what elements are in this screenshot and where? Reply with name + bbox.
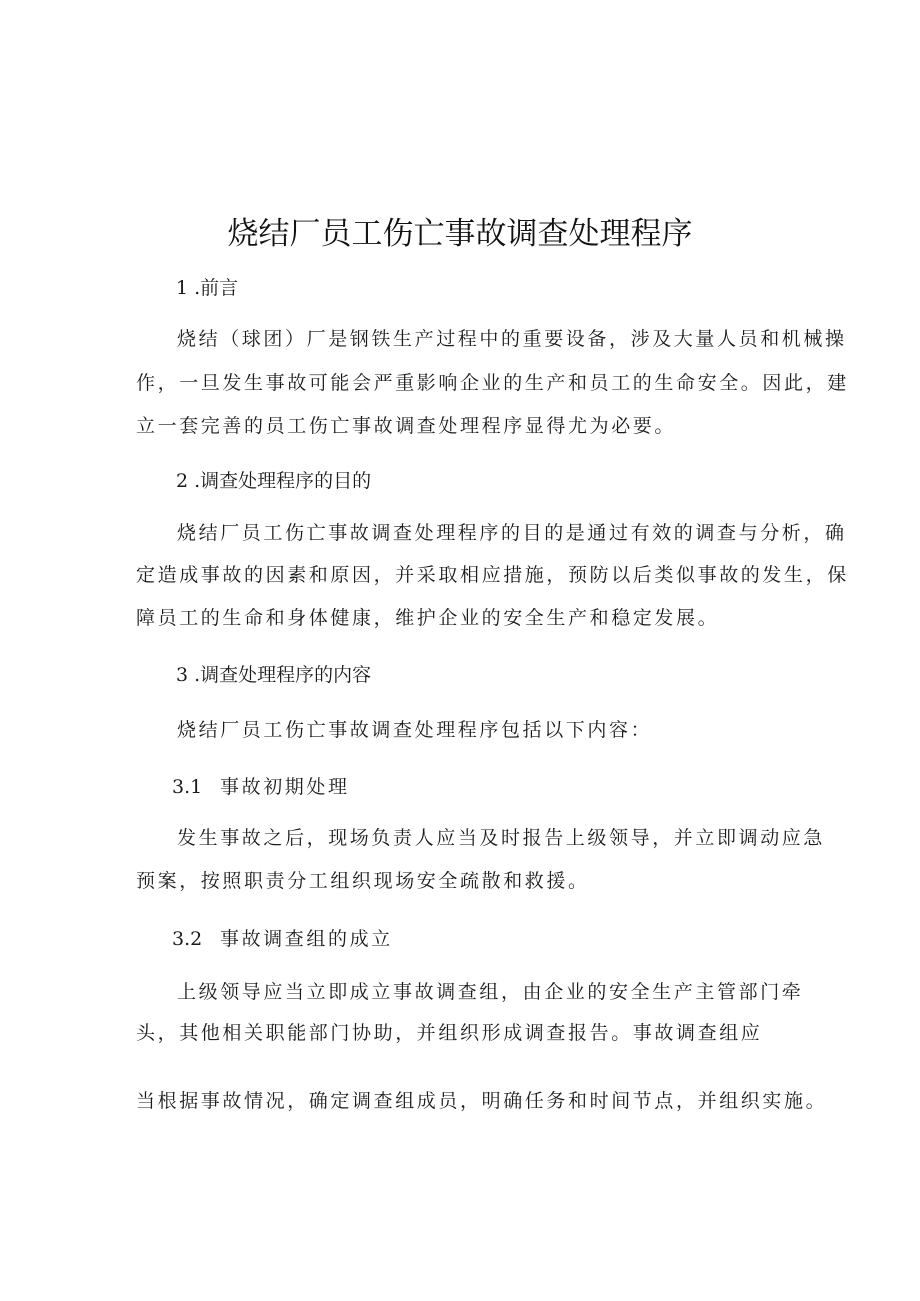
paragraph-line: 障员工的生命和身体健康，维护企业的安全生产和稳定发展。 bbox=[136, 607, 720, 629]
paragraph-line: 作，一旦发生事故可能会严重影响企业的生产和员工的生命安全。因此，建 bbox=[136, 372, 849, 394]
paragraph-line: 立一套完善的员工伤亡事故调查处理程序显得尤为必要。 bbox=[136, 415, 677, 437]
subsection-number-3-2: 3.2 bbox=[172, 928, 203, 950]
paragraph-line: 发生事故之后，现场负责人应当及时报告上级领导，并立即调动应急 bbox=[177, 827, 826, 849]
subsection-heading-3-1: 事故初期处理 bbox=[220, 776, 350, 798]
paragraph-line: 头，其他相关职能部门协助，并组织形成调查报告。事故调查组应 bbox=[136, 1022, 763, 1044]
subsection-heading-3-2: 事故调查组的成立 bbox=[220, 928, 393, 950]
paragraph-line: 上级领导应当立即成立事故调查组，由企业的安全生产主管部门牵 bbox=[177, 981, 804, 1003]
paragraph-line: 预案，按照职责分工组织现场安全疏散和救援。 bbox=[136, 870, 590, 892]
paragraph-line: 当根据事故情况，确定调查组成员，明确任务和时间节点，并组织实施。 bbox=[136, 1090, 828, 1112]
document-title: 烧结厂员工伤亡事故调查处理程序 bbox=[227, 216, 693, 252]
section-heading-2: 2 .调查处理程序的目的 bbox=[176, 470, 372, 492]
paragraph-line: 烧结（球团）厂是钢铁生产过程中的重要设备，涉及大量人员和机械操 bbox=[177, 328, 847, 350]
paragraph-line: 定造成事故的因素和原因，并采取相应措施，预防以后类似事故的发生，保 bbox=[136, 564, 849, 586]
section-heading-3: 3 .调查处理程序的内容 bbox=[176, 664, 372, 686]
section-heading-1: 1 .前言 bbox=[176, 277, 239, 299]
subsection-number-3-1: 3.1 bbox=[172, 776, 203, 798]
paragraph-line: 烧结厂员工伤亡事故调查处理程序的目的是通过有效的调查与分析，确 bbox=[177, 522, 847, 544]
section-intro: 烧结厂员工伤亡事故调查处理程序包括以下内容： bbox=[177, 719, 653, 741]
